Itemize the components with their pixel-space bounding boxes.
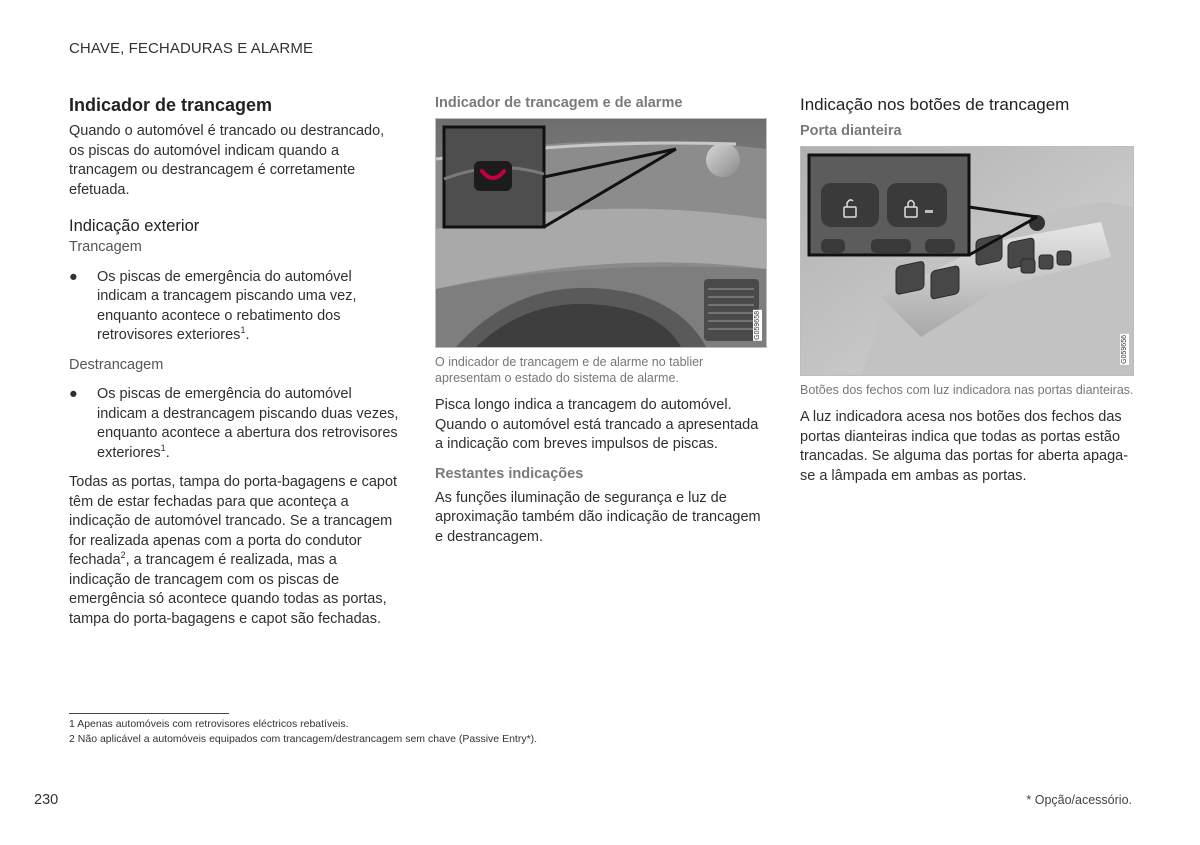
figure-caption: Botões dos fechos com luz indicadora nas portas dianteiras. xyxy=(800,383,1134,397)
door-panel-illustration xyxy=(801,147,1133,375)
unlocking-bullet-text: Os piscas de emergência do automóvel indicam a destrancagem piscando duas vezes, enquanto acontece a abertura dos retrovisores exteriores$^1$. xyxy=(97,386,399,461)
column-alarm-indicator xyxy=(435,94,765,557)
figure-caption: O indicador de trancagem e de alarme no tablier apresentam o estado do sistema de alarme. xyxy=(435,355,704,385)
alarm-indicator-heading: Indicador de trancagem e de alarme xyxy=(435,95,683,111)
bullet-icon: ● xyxy=(69,386,78,402)
column-button-indicator xyxy=(800,94,1134,496)
option-note: * Opção/acessório. xyxy=(1026,793,1132,807)
exterior-indication-heading: Indicação exterior xyxy=(69,217,200,235)
locking-bullet xyxy=(69,268,399,346)
bullet-icon: ● xyxy=(69,268,78,285)
unlocking-bullet xyxy=(69,385,399,463)
footnote-1: 1 Apenas automóveis com retrovisores eléctricos rebatíveis. xyxy=(69,718,349,730)
intro-paragraph: Quando o automóvel é trancado ou destrancado, os piscas do automóvel indicam quando a trancagem ou destrancagem é corretamente efetuada. xyxy=(69,123,385,198)
other-indications-paragraph: As funções iluminação de segurança e luz de aproximação também dão indicação de trancagem e destrancagem. xyxy=(435,489,761,545)
locking-label: Trancagem xyxy=(69,239,142,255)
section-title: Indicador de trancagem xyxy=(69,95,273,115)
figure-code: G059658 xyxy=(754,311,761,340)
page-number: 230 xyxy=(34,792,59,808)
footnote-rule xyxy=(69,713,229,714)
other-indications-heading: Restantes indicações xyxy=(435,465,584,482)
unlocking-label: Destrancagem xyxy=(69,356,164,373)
footnote-ref: 1 xyxy=(160,442,166,453)
footnote-ref: 2 xyxy=(120,550,126,561)
footnotes xyxy=(69,713,669,747)
footnote-ref: 1 xyxy=(240,325,246,336)
doors-closed-paragraph: Todas as portas, tampa do porta-bagagens e capot têm de estar fechadas para que aconteça a indicação de automóvel trancado. Se a trancagem for realizada apenas com a porta do condutor fechada$^2$, a trancagem é realizada, mas a indicação de trancagem com os piscas de emergência só acontece quando todas as portas, tampa do porta-bagagens e capot são fechadas. xyxy=(69,474,398,627)
button-indicator-title: Indicação nos botões de trancagem xyxy=(800,95,1070,114)
figure-code: G059656 xyxy=(1121,335,1128,364)
front-door-heading: Porta dianteira xyxy=(800,123,902,139)
dashboard-illustration xyxy=(436,119,766,347)
footnote-2: 2 Não aplicável a automóveis equipados com trancagem/destrancagem sem chave (Passive Entry*). xyxy=(69,733,538,745)
door-buttons-figure xyxy=(800,146,1134,376)
indicator-light-paragraph: A luz indicadora acesa nos botões dos fechos das portas dianteiras indica que todas as portas estão trancadas. Se alguma das portas for aberta apaga-se a lâmpada em ambas as portas. xyxy=(800,409,1129,484)
long-blink-paragraph: Pisca longo indica a trancagem do automóvel. Quando o automóvel está trancado a apresentada a indicação com breves impulsos de piscas. xyxy=(435,397,759,452)
section-header: CHAVE, FECHADURAS E ALARME xyxy=(69,40,314,57)
dashboard-indicator-figure xyxy=(435,118,767,348)
column-locking-indicator xyxy=(69,94,399,639)
locking-bullet-text: Os piscas de emergência do automóvel indicam a trancagem piscando uma vez, enquanto acontece o rebatimento dos retrovisores exteriores$^1$. xyxy=(97,268,357,343)
